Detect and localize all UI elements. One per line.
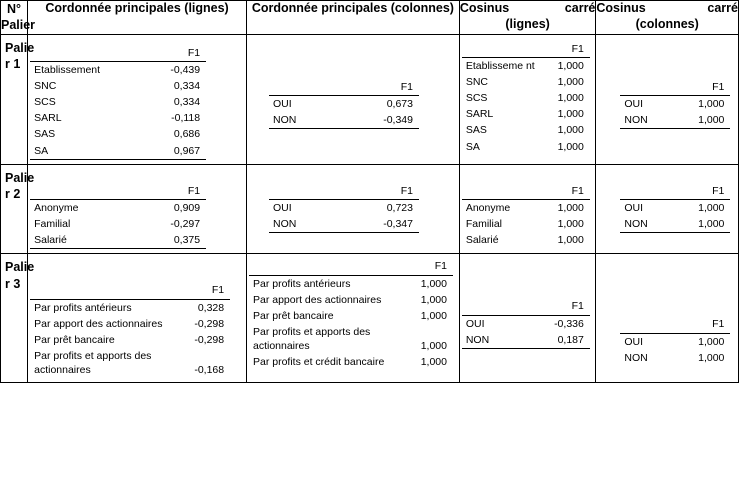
palier-3-cos2-cols-cell bbox=[596, 254, 739, 383]
table-row: Par apport des actionnaires 1,000 bbox=[252, 293, 447, 306]
palier-3-rows-pc-cell bbox=[28, 254, 247, 383]
table-row bbox=[462, 183, 590, 200]
axis-header: F1 bbox=[671, 79, 730, 96]
table-row: Par profits et apports des actionnaires 1,000 bbox=[252, 326, 447, 353]
palier-1-rows-pc-table bbox=[30, 45, 206, 160]
table-row: OUI 0,723 bbox=[272, 201, 413, 214]
table-row: NON -0,347 bbox=[269, 216, 419, 233]
table-header-row bbox=[1, 1, 739, 35]
table-row bbox=[249, 258, 453, 275]
table-row: Par profits et crédit bancaire 1,000 bbox=[252, 356, 447, 369]
palier-3-rows-pc-table bbox=[30, 282, 230, 378]
table-row bbox=[269, 79, 419, 96]
palier-1-cos2-rows-table bbox=[462, 41, 590, 155]
table-row: Anonyme 0,909 bbox=[34, 201, 201, 214]
axis-header: F1 bbox=[538, 183, 590, 200]
axis-header: F1 bbox=[131, 183, 206, 200]
table-row: SNC 1,000 bbox=[465, 75, 584, 88]
header-cos2-cols bbox=[596, 1, 739, 35]
header-palier-no bbox=[1, 1, 36, 35]
table-row: Salarié 0,375 bbox=[30, 232, 206, 249]
palier-2-rows-pc-cell bbox=[28, 164, 247, 254]
header-cos2-rows-a: Cosinus bbox=[459, 1, 510, 15]
palier-3-cols-pc-cell bbox=[246, 254, 459, 383]
table-row: Par profits et apports des actionnaires -0,168 bbox=[34, 350, 225, 377]
palier-2-cols-pc-table bbox=[269, 183, 419, 234]
axis-header: F1 bbox=[146, 45, 207, 62]
table-row: Anonyme 1,000 bbox=[465, 201, 584, 214]
palier-3-cos2-rows-cell bbox=[459, 254, 596, 383]
table-row bbox=[1, 164, 739, 254]
header-cos2-rows-b: carré bbox=[564, 1, 596, 15]
palier-2-cos2-rows-cell bbox=[459, 164, 596, 254]
table-row bbox=[462, 41, 590, 58]
table-row bbox=[30, 183, 206, 200]
axis-header: F1 bbox=[540, 41, 590, 58]
table-row: Etablissement -0,439 bbox=[34, 63, 201, 76]
table-row bbox=[30, 282, 230, 299]
table-row bbox=[620, 183, 730, 200]
table-row: SARL 1,000 bbox=[465, 108, 584, 121]
table-row: NON 1,000 bbox=[620, 112, 730, 129]
table-row: Par prêt bancaire -0,298 bbox=[34, 333, 225, 346]
palier-1-cols-pc-cell bbox=[246, 34, 459, 164]
header-principal-coords-rows: Cordonnée principales (lignes) bbox=[28, 1, 247, 35]
table-row bbox=[1, 254, 739, 383]
header-cos2-cols-c: (colonnes) bbox=[635, 16, 699, 31]
table-row: SARL -0,118 bbox=[34, 112, 201, 125]
palier-2-cos2-cols-cell bbox=[596, 164, 739, 254]
axis-header: F1 bbox=[518, 298, 590, 315]
palier-1-label-l2: r 1 bbox=[5, 56, 21, 71]
table-row: Salarié 1,000 bbox=[465, 234, 584, 247]
palier-2-label-cell bbox=[1, 164, 35, 254]
table-row bbox=[462, 298, 590, 315]
palier-1-cos2-rows-cell bbox=[459, 34, 596, 164]
palier-2-cos2-cols-table bbox=[620, 183, 730, 234]
table-row: Par profits antérieurs 1,000 bbox=[252, 277, 447, 290]
table-row bbox=[620, 79, 730, 96]
header-cos2-rows bbox=[459, 1, 596, 35]
table-row: OUI 1,000 bbox=[624, 201, 725, 214]
palier-1-label-cell bbox=[1, 34, 35, 164]
table-row bbox=[1, 34, 739, 164]
table-row: SAS 0,686 bbox=[34, 128, 201, 141]
palier-2-cols-pc-cell bbox=[246, 164, 459, 254]
table-row: SNC 0,334 bbox=[34, 79, 201, 92]
palier-2-label-l2: r 2 bbox=[5, 186, 21, 201]
palier-1-label-l1: Palie bbox=[5, 40, 35, 55]
table-row: NON 1,000 bbox=[620, 216, 730, 233]
axis-header: F1 bbox=[176, 282, 230, 299]
palier-3-label-l2: r 3 bbox=[5, 276, 21, 291]
palier-1-cols-pc-table bbox=[269, 79, 419, 130]
palier-2-rows-pc-table bbox=[30, 183, 206, 250]
table-row: SA 0,967 bbox=[30, 143, 206, 160]
palier-1-cos2-cols-cell bbox=[596, 34, 739, 164]
table-row: Par prêt bancaire 1,000 bbox=[252, 309, 447, 322]
palier-3-cols-pc-table bbox=[249, 258, 453, 370]
table-row: OUI -0,336 bbox=[465, 317, 584, 330]
table-row: OUI 1,000 bbox=[624, 97, 725, 110]
palier-1-cos2-cols-table bbox=[620, 79, 730, 130]
palier-2-label-l1: Palie bbox=[5, 170, 35, 185]
palier-3-label-l1: Palie bbox=[5, 260, 35, 275]
axis-header: F1 bbox=[401, 258, 453, 275]
header-palier-no-l1: N° Palier bbox=[1, 2, 36, 33]
header-cos2-rows-c: (lignes) bbox=[505, 16, 550, 31]
table-row bbox=[30, 45, 206, 62]
table-row: OUI 0,673 bbox=[272, 97, 413, 110]
header-cos2-cols-b: carré bbox=[707, 1, 738, 15]
table-row: Familial -0,297 bbox=[34, 218, 201, 231]
table-row: SCS 1,000 bbox=[465, 92, 584, 105]
table-row: SCS 0,334 bbox=[34, 96, 201, 109]
table-row: Par apport des actionnaires -0,298 bbox=[34, 317, 225, 330]
table-row: SA 1,000 bbox=[465, 140, 584, 153]
palier-3-label-cell bbox=[1, 254, 35, 383]
palier-3-cos2-cols-table bbox=[620, 316, 730, 366]
axis-header: F1 bbox=[671, 316, 730, 333]
header-cos2-cols-a: Cosinus bbox=[596, 1, 646, 15]
table-row: Familial 1,000 bbox=[465, 218, 584, 231]
palier-1-rows-pc-cell bbox=[28, 34, 247, 164]
table-row: NON 0,187 bbox=[462, 332, 590, 349]
palier-3-cos2-rows-table bbox=[462, 298, 590, 349]
header-principal-coords-cols: Cordonnée principales (colonnes) bbox=[246, 1, 459, 35]
table-row bbox=[269, 183, 419, 200]
axis-header: F1 bbox=[671, 183, 730, 200]
table-row: NON -0,349 bbox=[269, 112, 419, 129]
table-row bbox=[620, 316, 730, 333]
palier-2-cos2-rows-table bbox=[462, 183, 590, 249]
table-row: NON 1,000 bbox=[624, 351, 725, 364]
table-row: Par profits antérieurs 0,328 bbox=[34, 301, 225, 314]
table-row: SAS 1,000 bbox=[465, 124, 584, 137]
table-row: Etablisseme nt 1,000 bbox=[465, 59, 584, 72]
axis-header: F1 bbox=[335, 79, 419, 96]
axis-header: F1 bbox=[335, 183, 419, 200]
table-row: OUI 1,000 bbox=[624, 335, 725, 348]
